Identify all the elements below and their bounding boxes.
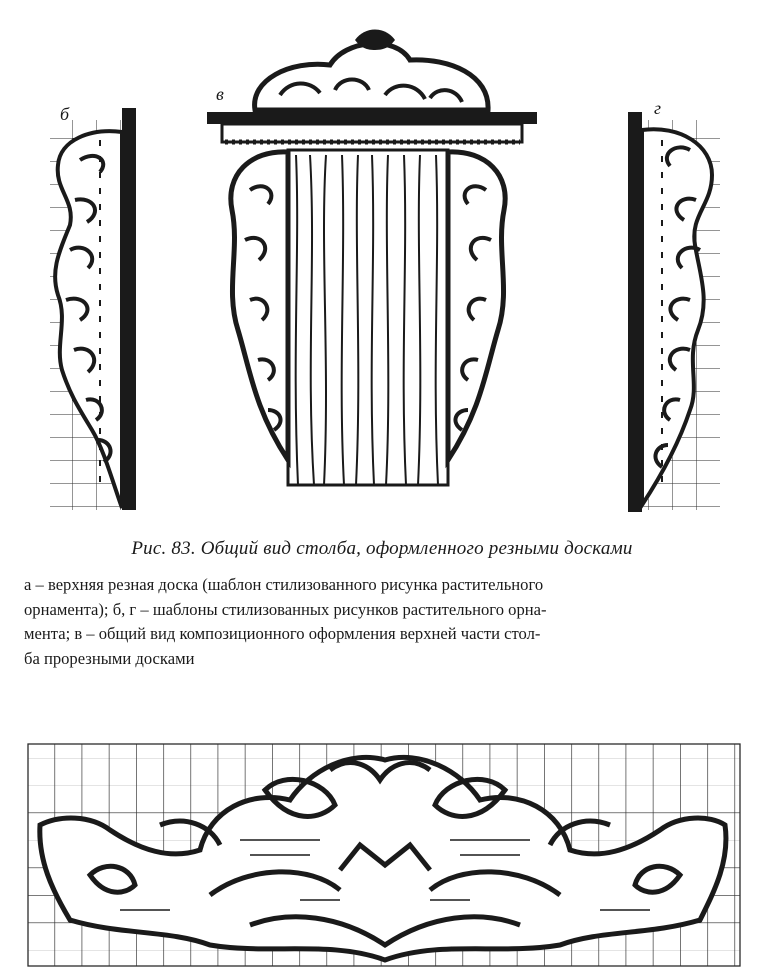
legend-line-1: а – верхняя резная доска (шаблон стилизованного рисунка растительного: [24, 575, 544, 594]
figure-caption: Рис. 83. Общий вид столба, оформленного резными досками: [131, 538, 633, 559]
legend-line-4: ба прорезными досками: [24, 648, 195, 668]
label-b: б: [60, 104, 70, 124]
legend-line-3: мента; в – общий вид композиционного оформления верхней части стол-: [24, 624, 541, 643]
panel-b-template: [50, 108, 136, 510]
label-v: в: [216, 84, 224, 104]
panel-v-column: [207, 30, 537, 486]
label-g: г: [654, 98, 662, 118]
figure-legend: [24, 573, 740, 671]
legend-line-2: орнамента); б, г – шаблоны стилизованных рисунков растительного орна-: [24, 599, 547, 619]
board-a-drawing: [0, 730, 764, 974]
figure-bottom-board: [0, 730, 764, 974]
panel-g-template: [628, 112, 720, 512]
